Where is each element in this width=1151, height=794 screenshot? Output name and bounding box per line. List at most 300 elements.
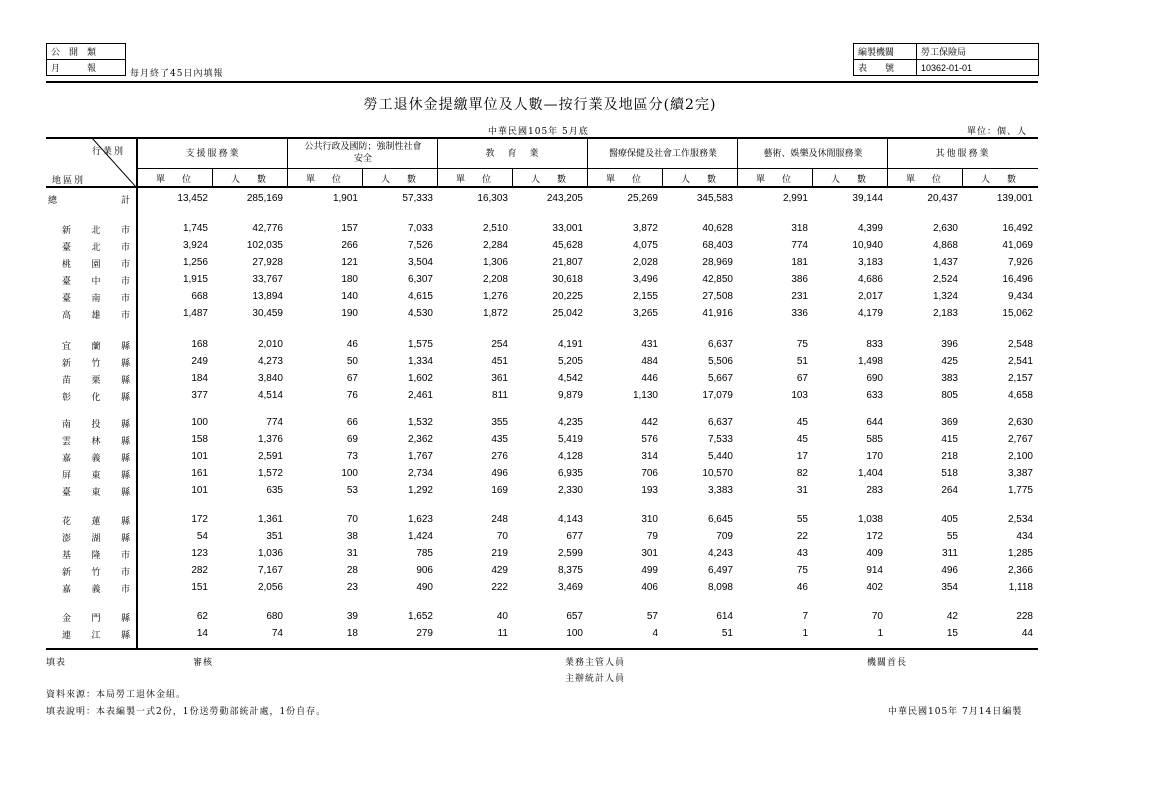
table-cell: 5,205 bbox=[557, 356, 583, 367]
region-label: 總 計 bbox=[48, 196, 130, 206]
table-cell: 67 bbox=[346, 373, 358, 384]
table-cell: 774 bbox=[266, 417, 283, 428]
industry-header: 公共行政及國防；強制性社會安全 bbox=[304, 142, 422, 164]
table-cell: 369 bbox=[941, 417, 958, 428]
table-cell: 82 bbox=[796, 468, 808, 479]
table-cell: 169 bbox=[491, 485, 508, 496]
table-cell: 774 bbox=[791, 240, 808, 251]
table-cell: 39,144 bbox=[852, 193, 883, 204]
table-cell: 1,602 bbox=[407, 373, 433, 384]
region-label: 花 蓮 縣 bbox=[62, 517, 130, 527]
table-cell: 25,269 bbox=[627, 193, 658, 204]
source-note: 資料來源：本局勞工退休金組。 bbox=[46, 690, 187, 700]
table-cell: 3,469 bbox=[557, 582, 583, 593]
table-cell: 282 bbox=[191, 565, 208, 576]
region-label: 高 雄 市 bbox=[62, 311, 130, 321]
head-label: 機關首長 bbox=[867, 658, 908, 668]
table-cell: 3,183 bbox=[857, 257, 883, 268]
table-cell: 5,419 bbox=[557, 434, 583, 445]
table-cell: 354 bbox=[941, 582, 958, 593]
table-cell: 103 bbox=[791, 390, 808, 401]
table-cell: 4 bbox=[652, 628, 658, 639]
region-label: 桃 園 市 bbox=[62, 260, 130, 270]
table-cell: 54 bbox=[196, 531, 208, 542]
table-cell: 499 bbox=[641, 565, 658, 576]
form-number-value: 10362-01-01 bbox=[917, 60, 1039, 76]
table-cell: 1,306 bbox=[482, 257, 508, 268]
table-cell: 6,497 bbox=[707, 565, 733, 576]
table-cell: 45 bbox=[796, 417, 808, 428]
table-cell: 336 bbox=[791, 308, 808, 319]
table-cell: 10,940 bbox=[852, 240, 883, 251]
table-cell: 3,840 bbox=[257, 373, 283, 384]
table-cell: 43 bbox=[796, 548, 808, 559]
table-cell: 41,069 bbox=[1002, 240, 1033, 251]
table-cell: 18 bbox=[346, 628, 358, 639]
table-cell: 496 bbox=[941, 565, 958, 576]
table-cell: 20,225 bbox=[552, 291, 583, 302]
table-cell: 7,526 bbox=[407, 240, 433, 251]
table-cell: 644 bbox=[866, 417, 883, 428]
table-cell: 44 bbox=[1021, 628, 1033, 639]
table-cell: 345,583 bbox=[696, 193, 733, 204]
table-cell: 181 bbox=[791, 257, 808, 268]
table-cell: 1,572 bbox=[257, 468, 283, 479]
table-cell: 249 bbox=[191, 356, 208, 367]
table-cell: 3,504 bbox=[407, 257, 433, 268]
table-cell: 690 bbox=[866, 373, 883, 384]
table-cell: 4,273 bbox=[257, 356, 283, 367]
table-cell: 79 bbox=[646, 531, 658, 542]
table-cell: 57 bbox=[646, 611, 658, 622]
table-cell: 310 bbox=[641, 514, 658, 525]
region-label: 屏 東 縣 bbox=[62, 471, 130, 481]
table-cell: 184 bbox=[191, 373, 208, 384]
region-label: 彰 化 縣 bbox=[62, 393, 130, 403]
header-left-box bbox=[46, 43, 126, 76]
table-cell: 1,036 bbox=[257, 548, 283, 559]
compiled-date: 中華民國105年 7月14日編製 bbox=[888, 707, 1023, 717]
region-label: 臺 東 縣 bbox=[62, 488, 130, 498]
table-cell: 75 bbox=[796, 339, 808, 350]
table-cell: 383 bbox=[941, 373, 958, 384]
table-cell: 283 bbox=[866, 485, 883, 496]
table-cell: 222 bbox=[491, 582, 508, 593]
table-cell: 1,498 bbox=[857, 356, 883, 367]
table-cell: 429 bbox=[491, 565, 508, 576]
table-cell: 20,437 bbox=[927, 193, 958, 204]
table-cell: 7,926 bbox=[1007, 257, 1033, 268]
table-cell: 100 bbox=[341, 468, 358, 479]
table-cell: 3,924 bbox=[182, 240, 208, 251]
table-cell: 5,440 bbox=[707, 451, 733, 462]
table-cell: 396 bbox=[941, 339, 958, 350]
table-cell: 254 bbox=[491, 339, 508, 350]
table-cell: 40,628 bbox=[702, 223, 733, 234]
table-cell: 76 bbox=[346, 390, 358, 401]
table-cell: 409 bbox=[866, 548, 883, 559]
filler-label: 填表 bbox=[46, 658, 67, 668]
region-label: 澎 湖 縣 bbox=[62, 534, 130, 544]
table-cell: 1,334 bbox=[407, 356, 433, 367]
table-cell: 1,376 bbox=[257, 434, 283, 445]
table-cell: 3,496 bbox=[632, 274, 658, 285]
table-cell: 706 bbox=[641, 468, 658, 479]
table-cell: 157 bbox=[341, 223, 358, 234]
table-cell: 431 bbox=[641, 339, 658, 350]
table-cell: 1,652 bbox=[407, 611, 433, 622]
table-cell: 2,056 bbox=[257, 582, 283, 593]
table-cell: 785 bbox=[416, 548, 433, 559]
table-cell: 41,916 bbox=[702, 308, 733, 319]
table-cell: 434 bbox=[1016, 531, 1033, 542]
report-date: 中華民國105年 5月底 bbox=[488, 127, 589, 137]
table-cell: 62 bbox=[196, 611, 208, 622]
units-subheader: 單 位 bbox=[155, 175, 195, 185]
table-cell: 6,637 bbox=[707, 339, 733, 350]
table-cell: 355 bbox=[491, 417, 508, 428]
table-cell: 17 bbox=[796, 451, 808, 462]
table-cell: 15,062 bbox=[1002, 308, 1033, 319]
page-title: 勞工退休金提繳單位及人數—按行業及地區分(續2完) bbox=[363, 97, 717, 113]
header-right-box bbox=[853, 43, 1039, 76]
table-cell: 657 bbox=[566, 611, 583, 622]
table-cell: 585 bbox=[866, 434, 883, 445]
table-cell: 314 bbox=[641, 451, 658, 462]
table-cell: 805 bbox=[941, 390, 958, 401]
table-cell: 2,630 bbox=[932, 223, 958, 234]
table-cell: 2,330 bbox=[557, 485, 583, 496]
table-cell: 23 bbox=[346, 582, 358, 593]
table-cell: 677 bbox=[566, 531, 583, 542]
top-rule bbox=[46, 81, 1038, 83]
table-cell: 1,901 bbox=[332, 193, 358, 204]
table-cell: 102,035 bbox=[246, 240, 283, 251]
statistician-label: 主辦統計人員 bbox=[565, 674, 626, 684]
region-label: 連 江 縣 bbox=[62, 631, 130, 641]
region-label: 金 門 縣 bbox=[62, 614, 130, 624]
report-frequency-note: 每月終了45日內填報 bbox=[130, 69, 224, 79]
table-cell: 2,028 bbox=[632, 257, 658, 268]
table-cell: 4,191 bbox=[557, 339, 583, 350]
table-cell: 9,879 bbox=[557, 390, 583, 401]
table-cell: 8,098 bbox=[707, 582, 733, 593]
table-cell: 39 bbox=[346, 611, 358, 622]
table-cell: 46 bbox=[796, 582, 808, 593]
region-label: 雲 林 縣 bbox=[62, 437, 130, 447]
table-cell: 4,686 bbox=[857, 274, 883, 285]
table-cell: 7 bbox=[802, 611, 808, 622]
table-cell: 30,618 bbox=[552, 274, 583, 285]
table-cell: 279 bbox=[416, 628, 433, 639]
table-cell: 140 bbox=[341, 291, 358, 302]
table-cell: 1,292 bbox=[407, 485, 433, 496]
table-cell: 33,001 bbox=[552, 223, 583, 234]
table-cell: 1,324 bbox=[932, 291, 958, 302]
table-cell: 9,434 bbox=[1007, 291, 1033, 302]
table-cell: 70 bbox=[871, 611, 883, 622]
table-cell: 5,506 bbox=[707, 356, 733, 367]
table-cell: 4,658 bbox=[1007, 390, 1033, 401]
table-cell: 386 bbox=[791, 274, 808, 285]
table-cell: 709 bbox=[716, 531, 733, 542]
table-cell: 3,387 bbox=[1007, 468, 1033, 479]
table-cell: 13,452 bbox=[177, 193, 208, 204]
table-cell: 248 bbox=[491, 514, 508, 525]
industry-header: 支援服務業 bbox=[185, 149, 241, 159]
table-cell: 3,383 bbox=[707, 485, 733, 496]
table-cell: 1,404 bbox=[857, 468, 883, 479]
table-cell: 4,128 bbox=[557, 451, 583, 462]
table-cell: 406 bbox=[641, 582, 658, 593]
table-cell: 17,079 bbox=[702, 390, 733, 401]
region-label: 南 投 縣 bbox=[62, 420, 130, 430]
table-cell: 172 bbox=[866, 531, 883, 542]
region-label: 苗 栗 縣 bbox=[62, 376, 130, 386]
corner-region-label: 地區別 bbox=[52, 176, 86, 186]
table-cell: 10,570 bbox=[702, 468, 733, 479]
table-cell: 2,208 bbox=[482, 274, 508, 285]
table-cell: 425 bbox=[941, 356, 958, 367]
table-cell: 2,510 bbox=[482, 223, 508, 234]
table-cell: 2,100 bbox=[1007, 451, 1033, 462]
table-cell: 2,548 bbox=[1007, 339, 1033, 350]
table-cell: 2,155 bbox=[632, 291, 658, 302]
table-cell: 1,745 bbox=[182, 223, 208, 234]
corner-industry-label: 行業別 bbox=[92, 147, 126, 157]
table-cell: 4,615 bbox=[407, 291, 433, 302]
table-cell: 55 bbox=[796, 514, 808, 525]
table-cell: 614 bbox=[716, 611, 733, 622]
table-cell: 668 bbox=[191, 291, 208, 302]
table-cell: 361 bbox=[491, 373, 508, 384]
table-cell: 16,496 bbox=[1002, 274, 1033, 285]
table-cell: 1 bbox=[802, 628, 808, 639]
table-cell: 2,010 bbox=[257, 339, 283, 350]
table-cell: 8,375 bbox=[557, 565, 583, 576]
table-cell: 906 bbox=[416, 565, 433, 576]
table-cell: 2,630 bbox=[1007, 417, 1033, 428]
region-label: 新 竹 市 bbox=[62, 568, 130, 578]
table-cell: 7,167 bbox=[257, 565, 283, 576]
table-cell: 14 bbox=[196, 628, 208, 639]
table-cell: 1,276 bbox=[482, 291, 508, 302]
table-cell: 2,183 bbox=[932, 308, 958, 319]
table-cell: 276 bbox=[491, 451, 508, 462]
table-cell: 45,628 bbox=[552, 240, 583, 251]
table-cell: 28 bbox=[346, 565, 358, 576]
table-cell: 4,514 bbox=[257, 390, 283, 401]
table-cell: 51 bbox=[721, 628, 733, 639]
table-cell: 13,894 bbox=[252, 291, 283, 302]
table-cell: 2,541 bbox=[1007, 356, 1033, 367]
table-cell: 40 bbox=[496, 611, 508, 622]
table-cell: 446 bbox=[641, 373, 658, 384]
table-cell: 1,424 bbox=[407, 531, 433, 542]
table-cell: 101 bbox=[191, 451, 208, 462]
table-cell: 1,623 bbox=[407, 514, 433, 525]
table-cell: 2,767 bbox=[1007, 434, 1033, 445]
persons-subheader: 人 數 bbox=[230, 175, 270, 185]
table-cell: 576 bbox=[641, 434, 658, 445]
table-cell: 1,532 bbox=[407, 417, 433, 428]
table-cell: 22 bbox=[796, 531, 808, 542]
table-cell: 16,492 bbox=[1002, 223, 1033, 234]
table-cell: 193 bbox=[641, 485, 658, 496]
table-cell: 4,075 bbox=[632, 240, 658, 251]
unit-note: 單位：個、人 bbox=[967, 127, 1028, 137]
table-cell: 402 bbox=[866, 582, 883, 593]
table-cell: 518 bbox=[941, 468, 958, 479]
table-cell: 1,775 bbox=[1007, 485, 1033, 496]
table-cell: 7,033 bbox=[407, 223, 433, 234]
table-cell: 1,038 bbox=[857, 514, 883, 525]
table-cell: 914 bbox=[866, 565, 883, 576]
table-cell: 4,179 bbox=[857, 308, 883, 319]
table-cell: 1,256 bbox=[182, 257, 208, 268]
table-cell: 38 bbox=[346, 531, 358, 542]
table-cell: 3,265 bbox=[632, 308, 658, 319]
table-cell: 121 bbox=[341, 257, 358, 268]
table-cell: 318 bbox=[791, 223, 808, 234]
table-cell: 69 bbox=[346, 434, 358, 445]
table-cell: 70 bbox=[346, 514, 358, 525]
table-cell: 25,042 bbox=[552, 308, 583, 319]
table-cell: 484 bbox=[641, 356, 658, 367]
persons-subheader: 人 數 bbox=[380, 175, 420, 185]
table-cell: 2,017 bbox=[857, 291, 883, 302]
table-cell: 16,303 bbox=[477, 193, 508, 204]
header-left-label: 公 開 類 bbox=[47, 44, 126, 60]
region-label: 臺 南 市 bbox=[62, 294, 130, 304]
table-cell: 74 bbox=[271, 628, 283, 639]
table-cell: 2,734 bbox=[407, 468, 433, 479]
table-cell: 73 bbox=[346, 451, 358, 462]
table-cell: 180 bbox=[341, 274, 358, 285]
table-cell: 42,776 bbox=[252, 223, 283, 234]
table-cell: 680 bbox=[266, 611, 283, 622]
table-cell: 2,534 bbox=[1007, 514, 1033, 525]
table-cell: 50 bbox=[346, 356, 358, 367]
industry-header: 醫療保健及社會工作服務業 bbox=[608, 149, 717, 159]
region-label: 宜 蘭 縣 bbox=[62, 342, 130, 352]
table-cell: 228 bbox=[1016, 611, 1033, 622]
table-cell: 30,459 bbox=[252, 308, 283, 319]
table-cell: 172 bbox=[191, 514, 208, 525]
table-cell: 33,767 bbox=[252, 274, 283, 285]
persons-subheader: 人 數 bbox=[680, 175, 720, 185]
region-label: 新 竹 縣 bbox=[62, 359, 130, 369]
persons-subheader: 人 數 bbox=[980, 175, 1020, 185]
table-cell: 1,361 bbox=[257, 514, 283, 525]
table-cell: 266 bbox=[341, 240, 358, 251]
table-cell: 27,508 bbox=[702, 291, 733, 302]
table-cell: 243,205 bbox=[546, 193, 583, 204]
table-cell: 285,169 bbox=[246, 193, 283, 204]
table-cell: 31 bbox=[346, 548, 358, 559]
table-cell: 4,143 bbox=[557, 514, 583, 525]
table-cell: 2,599 bbox=[557, 548, 583, 559]
table-cell: 31 bbox=[796, 485, 808, 496]
table-cell: 4,542 bbox=[557, 373, 583, 384]
region-label: 新 北 市 bbox=[62, 226, 130, 236]
table-cell: 1,437 bbox=[932, 257, 958, 268]
region-label: 嘉 義 縣 bbox=[62, 454, 130, 464]
region-label: 基 隆 市 bbox=[62, 551, 130, 561]
header-left-label: 月 報 bbox=[47, 60, 126, 76]
table-cell: 4,868 bbox=[932, 240, 958, 251]
table-cell: 1 bbox=[877, 628, 883, 639]
explanation-note: 填表說明：本表編製一式2份，1份送勞動部統計處，1份自存。 bbox=[46, 707, 327, 717]
table-cell: 442 bbox=[641, 417, 658, 428]
table-cell: 170 bbox=[866, 451, 883, 462]
table-cell: 7,533 bbox=[707, 434, 733, 445]
form-number-label: 表 號 bbox=[854, 60, 917, 76]
table-cell: 496 bbox=[491, 468, 508, 479]
table-cell: 100 bbox=[566, 628, 583, 639]
table-cell: 190 bbox=[341, 308, 358, 319]
table-cell: 75 bbox=[796, 565, 808, 576]
units-subheader: 單 位 bbox=[455, 175, 495, 185]
table-cell: 1,130 bbox=[632, 390, 658, 401]
table-cell: 451 bbox=[491, 356, 508, 367]
table-cell: 161 bbox=[191, 468, 208, 479]
table-cell: 4,530 bbox=[407, 308, 433, 319]
table-cell: 415 bbox=[941, 434, 958, 445]
table-cell: 1,872 bbox=[482, 308, 508, 319]
table-top-rule bbox=[46, 137, 1038, 139]
table-cell: 123 bbox=[191, 548, 208, 559]
table-cell: 101 bbox=[191, 485, 208, 496]
region-label: 臺 北 市 bbox=[62, 243, 130, 253]
table-cell: 2,461 bbox=[407, 390, 433, 401]
table-cell: 158 bbox=[191, 434, 208, 445]
table-cell: 405 bbox=[941, 514, 958, 525]
table-cell: 45 bbox=[796, 434, 808, 445]
table-cell: 27,928 bbox=[252, 257, 283, 268]
table-cell: 2,157 bbox=[1007, 373, 1033, 384]
table-cell: 435 bbox=[491, 434, 508, 445]
table-cell: 66 bbox=[346, 417, 358, 428]
header-bottom-rule bbox=[46, 186, 1038, 188]
table-cell: 2,991 bbox=[782, 193, 808, 204]
table-cell: 635 bbox=[266, 485, 283, 496]
table-bottom-rule bbox=[46, 648, 1038, 650]
industry-header: 教 育 業 bbox=[485, 149, 541, 159]
supervisor-label: 業務主管人員 bbox=[565, 658, 626, 668]
table-cell: 15 bbox=[946, 628, 958, 639]
table-cell: 633 bbox=[866, 390, 883, 401]
table-cell: 1,285 bbox=[1007, 548, 1033, 559]
units-subheader: 單 位 bbox=[755, 175, 795, 185]
units-subheader: 單 位 bbox=[305, 175, 345, 185]
table-cell: 231 bbox=[791, 291, 808, 302]
table-cell: 67 bbox=[796, 373, 808, 384]
table-cell: 55 bbox=[946, 531, 958, 542]
table-cell: 377 bbox=[191, 390, 208, 401]
reviewer-label: 審核 bbox=[193, 658, 214, 668]
region-label: 嘉 義 市 bbox=[62, 585, 130, 595]
table-cell: 6,637 bbox=[707, 417, 733, 428]
table-cell: 68,403 bbox=[702, 240, 733, 251]
table-cell: 21,807 bbox=[552, 257, 583, 268]
industry-header: 其他服務業 bbox=[935, 149, 991, 159]
table-cell: 1,118 bbox=[1008, 582, 1033, 593]
table-cell: 151 bbox=[191, 582, 208, 593]
persons-subheader: 人 數 bbox=[530, 175, 570, 185]
table-cell: 6,307 bbox=[407, 274, 433, 285]
table-cell: 42,850 bbox=[702, 274, 733, 285]
